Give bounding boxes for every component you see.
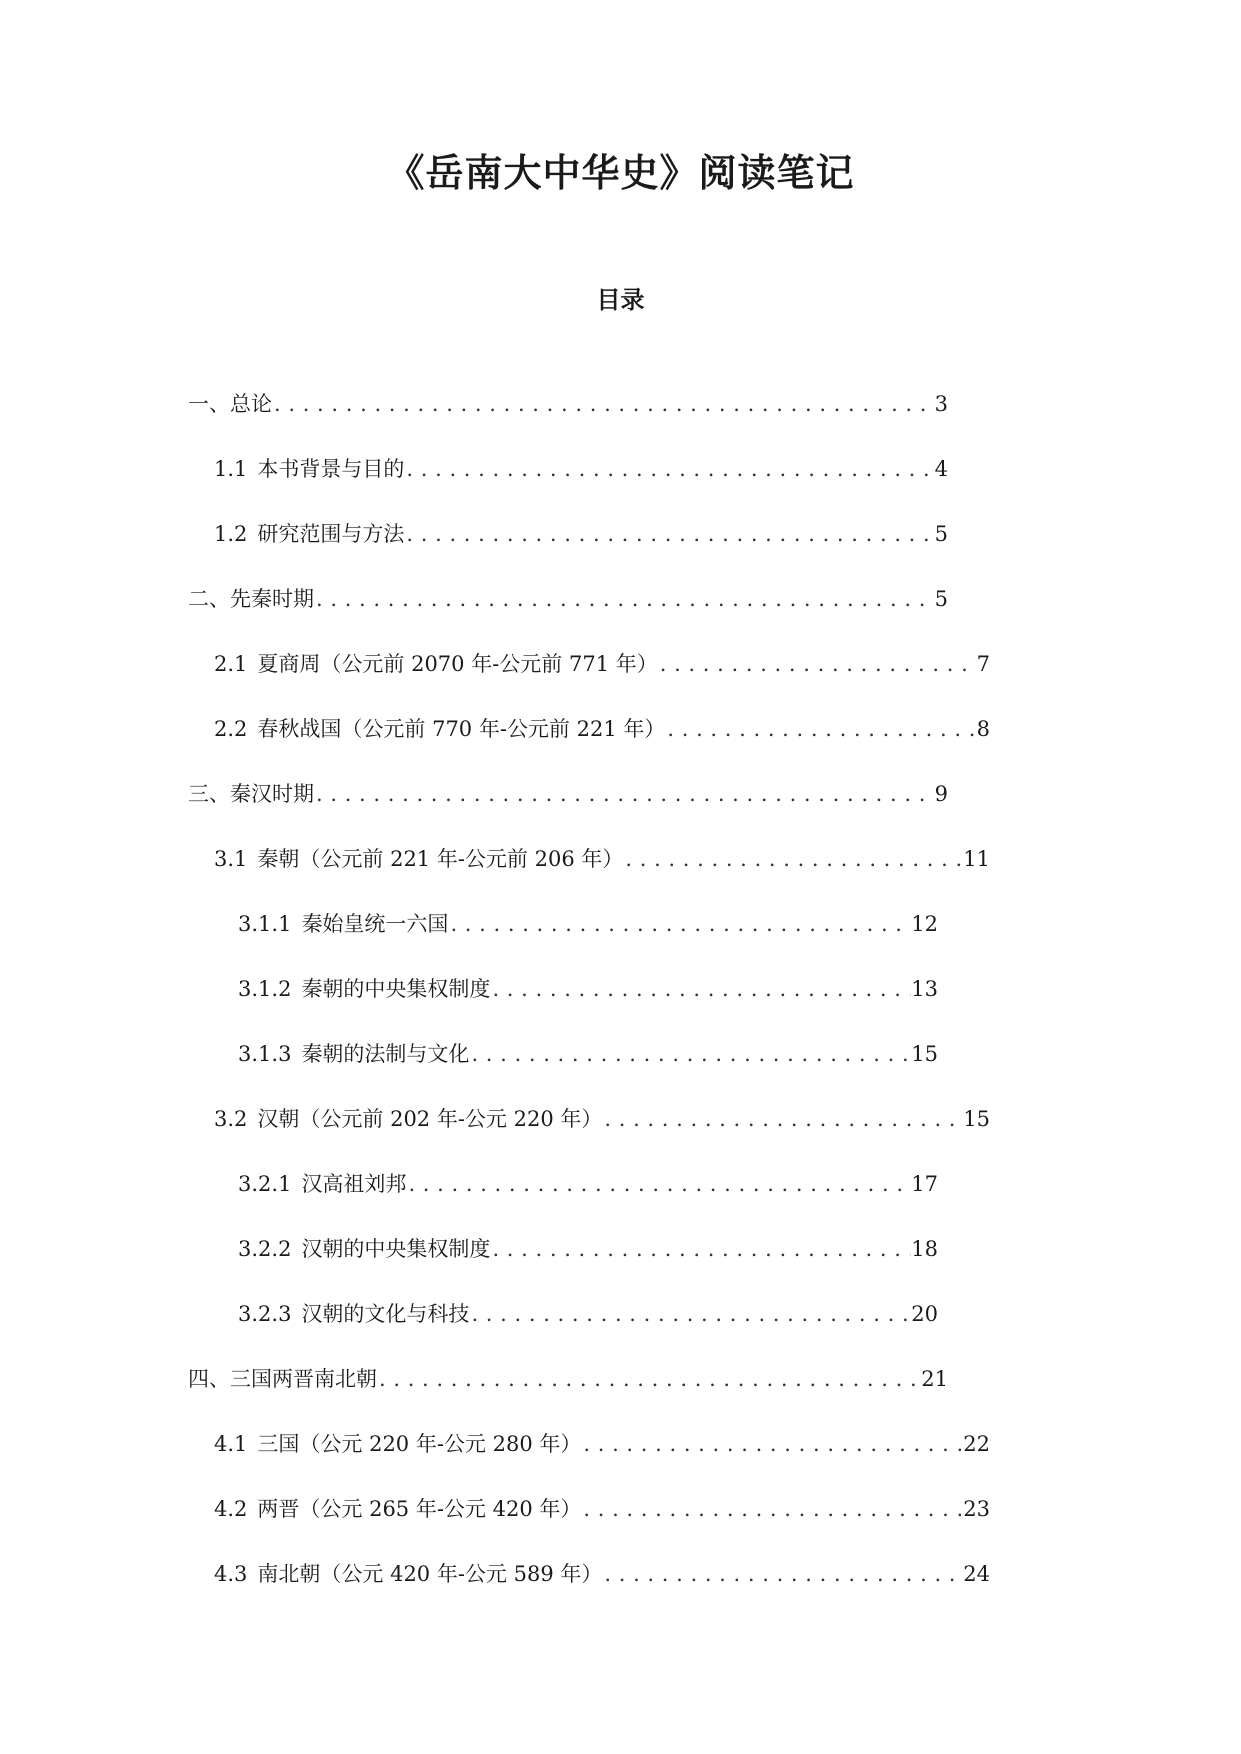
toc-entry-label: 南北朝（公元 420 年-公元 589 年） — [257, 1562, 603, 1586]
toc-entry-leader — [581, 1426, 963, 1462]
toc-entry-leader — [404, 451, 934, 487]
toc-entry-label: 先秦时期 — [230, 587, 314, 611]
toc-entry-number: 1.2 — [214, 522, 248, 546]
toc-entry-label: 秦朝的中央集权制度 — [301, 977, 491, 1001]
toc-entry-leader — [581, 1491, 963, 1527]
toc-entry-page: 13 — [911, 977, 938, 1001]
toc-entry-number: 一、 — [188, 392, 230, 416]
toc-entry-page: 5 — [934, 587, 948, 611]
toc-entry-label: 秦朝的法制与文化 — [301, 1042, 470, 1066]
toc-entry-leader — [623, 841, 963, 877]
toc-entry-number: 1.1 — [214, 457, 248, 481]
toc-entry-number: 三、 — [188, 782, 230, 806]
toc-entry-page: 3 — [934, 392, 948, 416]
toc-entry-label: 春秋战国（公元前 770 年-公元前 221 年） — [257, 717, 666, 741]
document-title: 《岳南大中华史》阅读笔记 — [386, 151, 855, 195]
toc-entry-number: 3.2 — [214, 1107, 248, 1131]
toc-entry[interactable] — [238, 1166, 938, 1202]
toc-entry-leader — [469, 1036, 911, 1072]
toc-entry[interactable] — [188, 581, 948, 617]
toc-entry[interactable] — [214, 646, 990, 682]
toc-entry-label: 秦汉时期 — [230, 782, 314, 806]
toc-entry-label: 汉朝（公元前 202 年-公元 220 年） — [257, 1107, 603, 1131]
toc-entry-label: 研究范围与方法 — [257, 522, 405, 546]
toc-entry-label: 三国（公元 220 年-公元 280 年） — [257, 1432, 582, 1456]
toc-entry[interactable] — [214, 1491, 990, 1527]
toc-entry-label: 三国两晋南北朝 — [230, 1367, 377, 1391]
toc-entry[interactable] — [214, 841, 990, 877]
toc-entry-page: 12 — [911, 912, 938, 936]
toc-entry[interactable] — [188, 776, 948, 812]
toc-entry[interactable] — [188, 386, 948, 422]
toc-entry-leader — [377, 1361, 921, 1397]
toc-entry-label: 汉高祖刘邦 — [301, 1172, 407, 1196]
toc-entry-label: 两晋（公元 265 年-公元 420 年） — [257, 1497, 582, 1521]
toc-entry-number: 3.2.1 — [238, 1172, 292, 1196]
toc-entry[interactable] — [238, 1296, 938, 1332]
toc-entry-number: 3.1.1 — [238, 912, 292, 936]
toc-entry-page: 4 — [934, 457, 948, 481]
toc-entry-label: 汉朝的中央集权制度 — [301, 1237, 491, 1261]
toc-entry-label: 秦朝（公元前 221 年-公元前 206 年） — [257, 847, 624, 871]
toc-entry-page: 17 — [911, 1172, 938, 1196]
toc-entry-page: 24 — [963, 1562, 990, 1586]
toc-entry-label: 总论 — [230, 392, 272, 416]
toc-entry-label: 秦始皇统一六国 — [301, 912, 449, 936]
toc-entry-page: 15 — [911, 1042, 938, 1066]
toc-entry-page: 11 — [963, 847, 990, 871]
toc-entry[interactable] — [214, 711, 990, 747]
toc-entry-leader — [404, 516, 934, 552]
toc-entry[interactable] — [238, 906, 938, 942]
toc-entry-page: 20 — [911, 1302, 938, 1326]
toc-entry-number: 3.1.2 — [238, 977, 292, 1001]
toc-entry-leader — [490, 1231, 911, 1267]
toc-entry-number: 3.1.3 — [238, 1042, 292, 1066]
toc-entry-number: 3.2.3 — [238, 1302, 292, 1326]
toc-entry[interactable] — [214, 1426, 990, 1462]
toc-entry-page: 9 — [934, 782, 948, 806]
toc-entry-number: 4.1 — [214, 1432, 248, 1456]
toc-entry-number: 四、 — [188, 1367, 230, 1391]
toc-entry-number: 3.1 — [214, 847, 248, 871]
toc-entry-leader — [665, 711, 976, 747]
toc-entry-leader — [314, 776, 935, 812]
toc-entry-number: 二、 — [188, 587, 230, 611]
toc-entry-number: 4.3 — [214, 1562, 248, 1586]
toc-entry[interactable] — [214, 1101, 990, 1137]
toc-entry[interactable] — [238, 971, 938, 1007]
toc-entry-label: 本书背景与目的 — [257, 457, 405, 481]
toc-entry-page: 18 — [911, 1237, 938, 1261]
toc-entry[interactable] — [188, 1361, 948, 1397]
toc-entry-page: 15 — [963, 1107, 990, 1131]
toc-entry-leader — [272, 386, 935, 422]
toc-entry-page: 8 — [976, 717, 990, 741]
toc-entry-page: 23 — [963, 1497, 990, 1521]
toc-entry-page: 22 — [963, 1432, 990, 1456]
toc-entry[interactable] — [214, 451, 948, 487]
toc-entry-number: 2.2 — [214, 717, 248, 741]
toc-entry-number: 4.2 — [214, 1497, 248, 1521]
toc-entry[interactable] — [214, 1556, 990, 1592]
toc-entry[interactable] — [238, 1231, 938, 1267]
toc-entry-leader — [490, 971, 911, 1007]
toc-entry-leader — [448, 906, 911, 942]
toc-entry-label: 夏商周（公元前 2070 年-公元前 771 年） — [257, 652, 658, 676]
toc-entry-page: 5 — [934, 522, 948, 546]
toc-entry-page: 21 — [921, 1367, 948, 1391]
toc-entry-leader — [406, 1166, 911, 1202]
toc-entry-leader — [658, 646, 977, 682]
toc-entry-leader — [602, 1101, 963, 1137]
toc-entry-label: 汉朝的文化与科技 — [301, 1302, 470, 1326]
toc-heading: 目录 — [596, 286, 645, 314]
toc-entry[interactable] — [214, 516, 948, 552]
toc-entry-leader — [314, 581, 935, 617]
toc-entry-number: 3.2.2 — [238, 1237, 292, 1261]
toc-entry-leader — [602, 1556, 963, 1592]
toc-entry[interactable] — [238, 1036, 938, 1072]
toc-entry-page: 7 — [976, 652, 990, 676]
toc-entry-leader — [469, 1296, 911, 1332]
toc-entry-number: 2.1 — [214, 652, 248, 676]
